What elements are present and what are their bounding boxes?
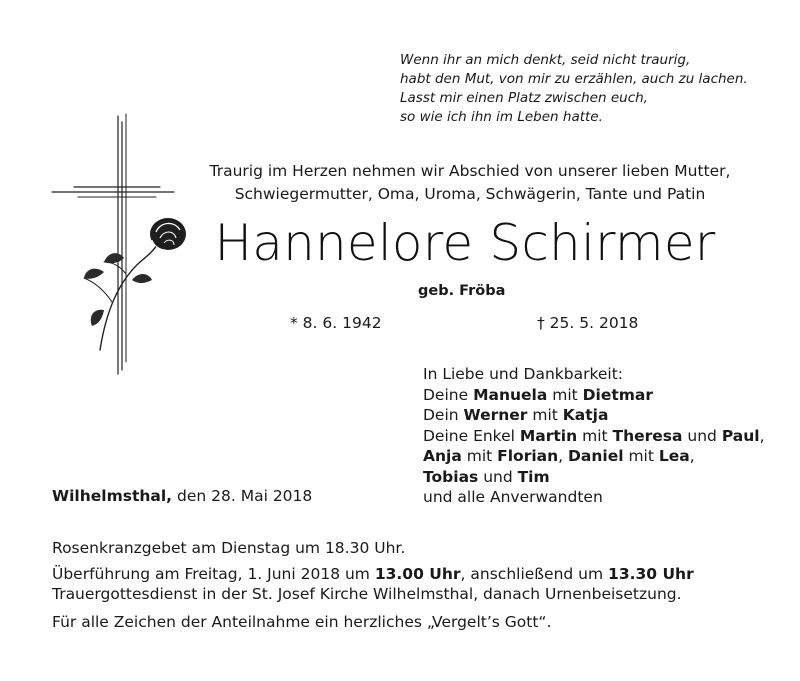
- mourner-line: und alle Anverwandten: [423, 488, 603, 506]
- mourner-line: Anja mit Florian, Daniel mit Lea,: [423, 447, 695, 465]
- place-city: Wilhelmsthal,: [52, 487, 173, 505]
- intro-line: Schwiegermutter, Oma, Uroma, Schwägerin, Tante und Patin: [234, 185, 706, 203]
- rosary-note: Rosenkranzgebet am Dienstag um 18.30 Uhr.: [52, 539, 406, 557]
- mourner-line: Dein Werner mit Katja: [423, 406, 609, 424]
- intro-line: Traurig im Herzen nehmen wir Abschied von unserer lieben Mutter,: [209, 162, 731, 180]
- poem-line: habt den Mut, von mir zu erzählen, auch zu lachen.: [400, 71, 748, 87]
- transfer-note: Überführung am Freitag, 1. Juni 2018 um 13.00 Uhr, anschließend um 13.30 Uhr: [52, 565, 694, 583]
- service-notes: [52, 538, 694, 632]
- deceased-name: Hannelore Schirmer: [214, 214, 716, 272]
- thanks-note: Für alle Zeichen der Anteilnahme ein herzliches „Vergelt’s Gott“.: [52, 613, 552, 631]
- mourner-line: Deine Manuela mit Dietmar: [423, 385, 654, 404]
- poem-line: Lasst mir einen Platz zwischen euch,: [400, 90, 648, 106]
- poem: [400, 51, 748, 127]
- service-note: Trauergottesdienst in der St. Josef Kirche Wilhelmsthal, danach Urnenbeisetzung.: [52, 585, 682, 603]
- birth-date: * 8. 6. 1942: [290, 314, 382, 332]
- intro-text: [180, 160, 760, 206]
- death-date: † 25. 5. 2018: [537, 314, 639, 332]
- mourner-line: Deine Enkel Martin mit Theresa und Paul,: [423, 426, 765, 445]
- maiden-label: geb.: [418, 283, 455, 299]
- mourners-heading: In Liebe und Dankbarkeit:: [423, 365, 624, 383]
- poem-line: so wie ich ihn im Leben hatte.: [400, 109, 603, 125]
- mourner-line: Tobias und Tim: [423, 467, 550, 486]
- maiden-value: Fröba: [459, 283, 506, 299]
- poem-line: Wenn ihr an mich denkt, seid nicht traurig,: [400, 52, 691, 68]
- mourners-list: [423, 364, 765, 508]
- place-date: [52, 487, 312, 505]
- maiden-name: [418, 283, 505, 299]
- place-date-text: den 28. Mai 2018: [172, 487, 313, 505]
